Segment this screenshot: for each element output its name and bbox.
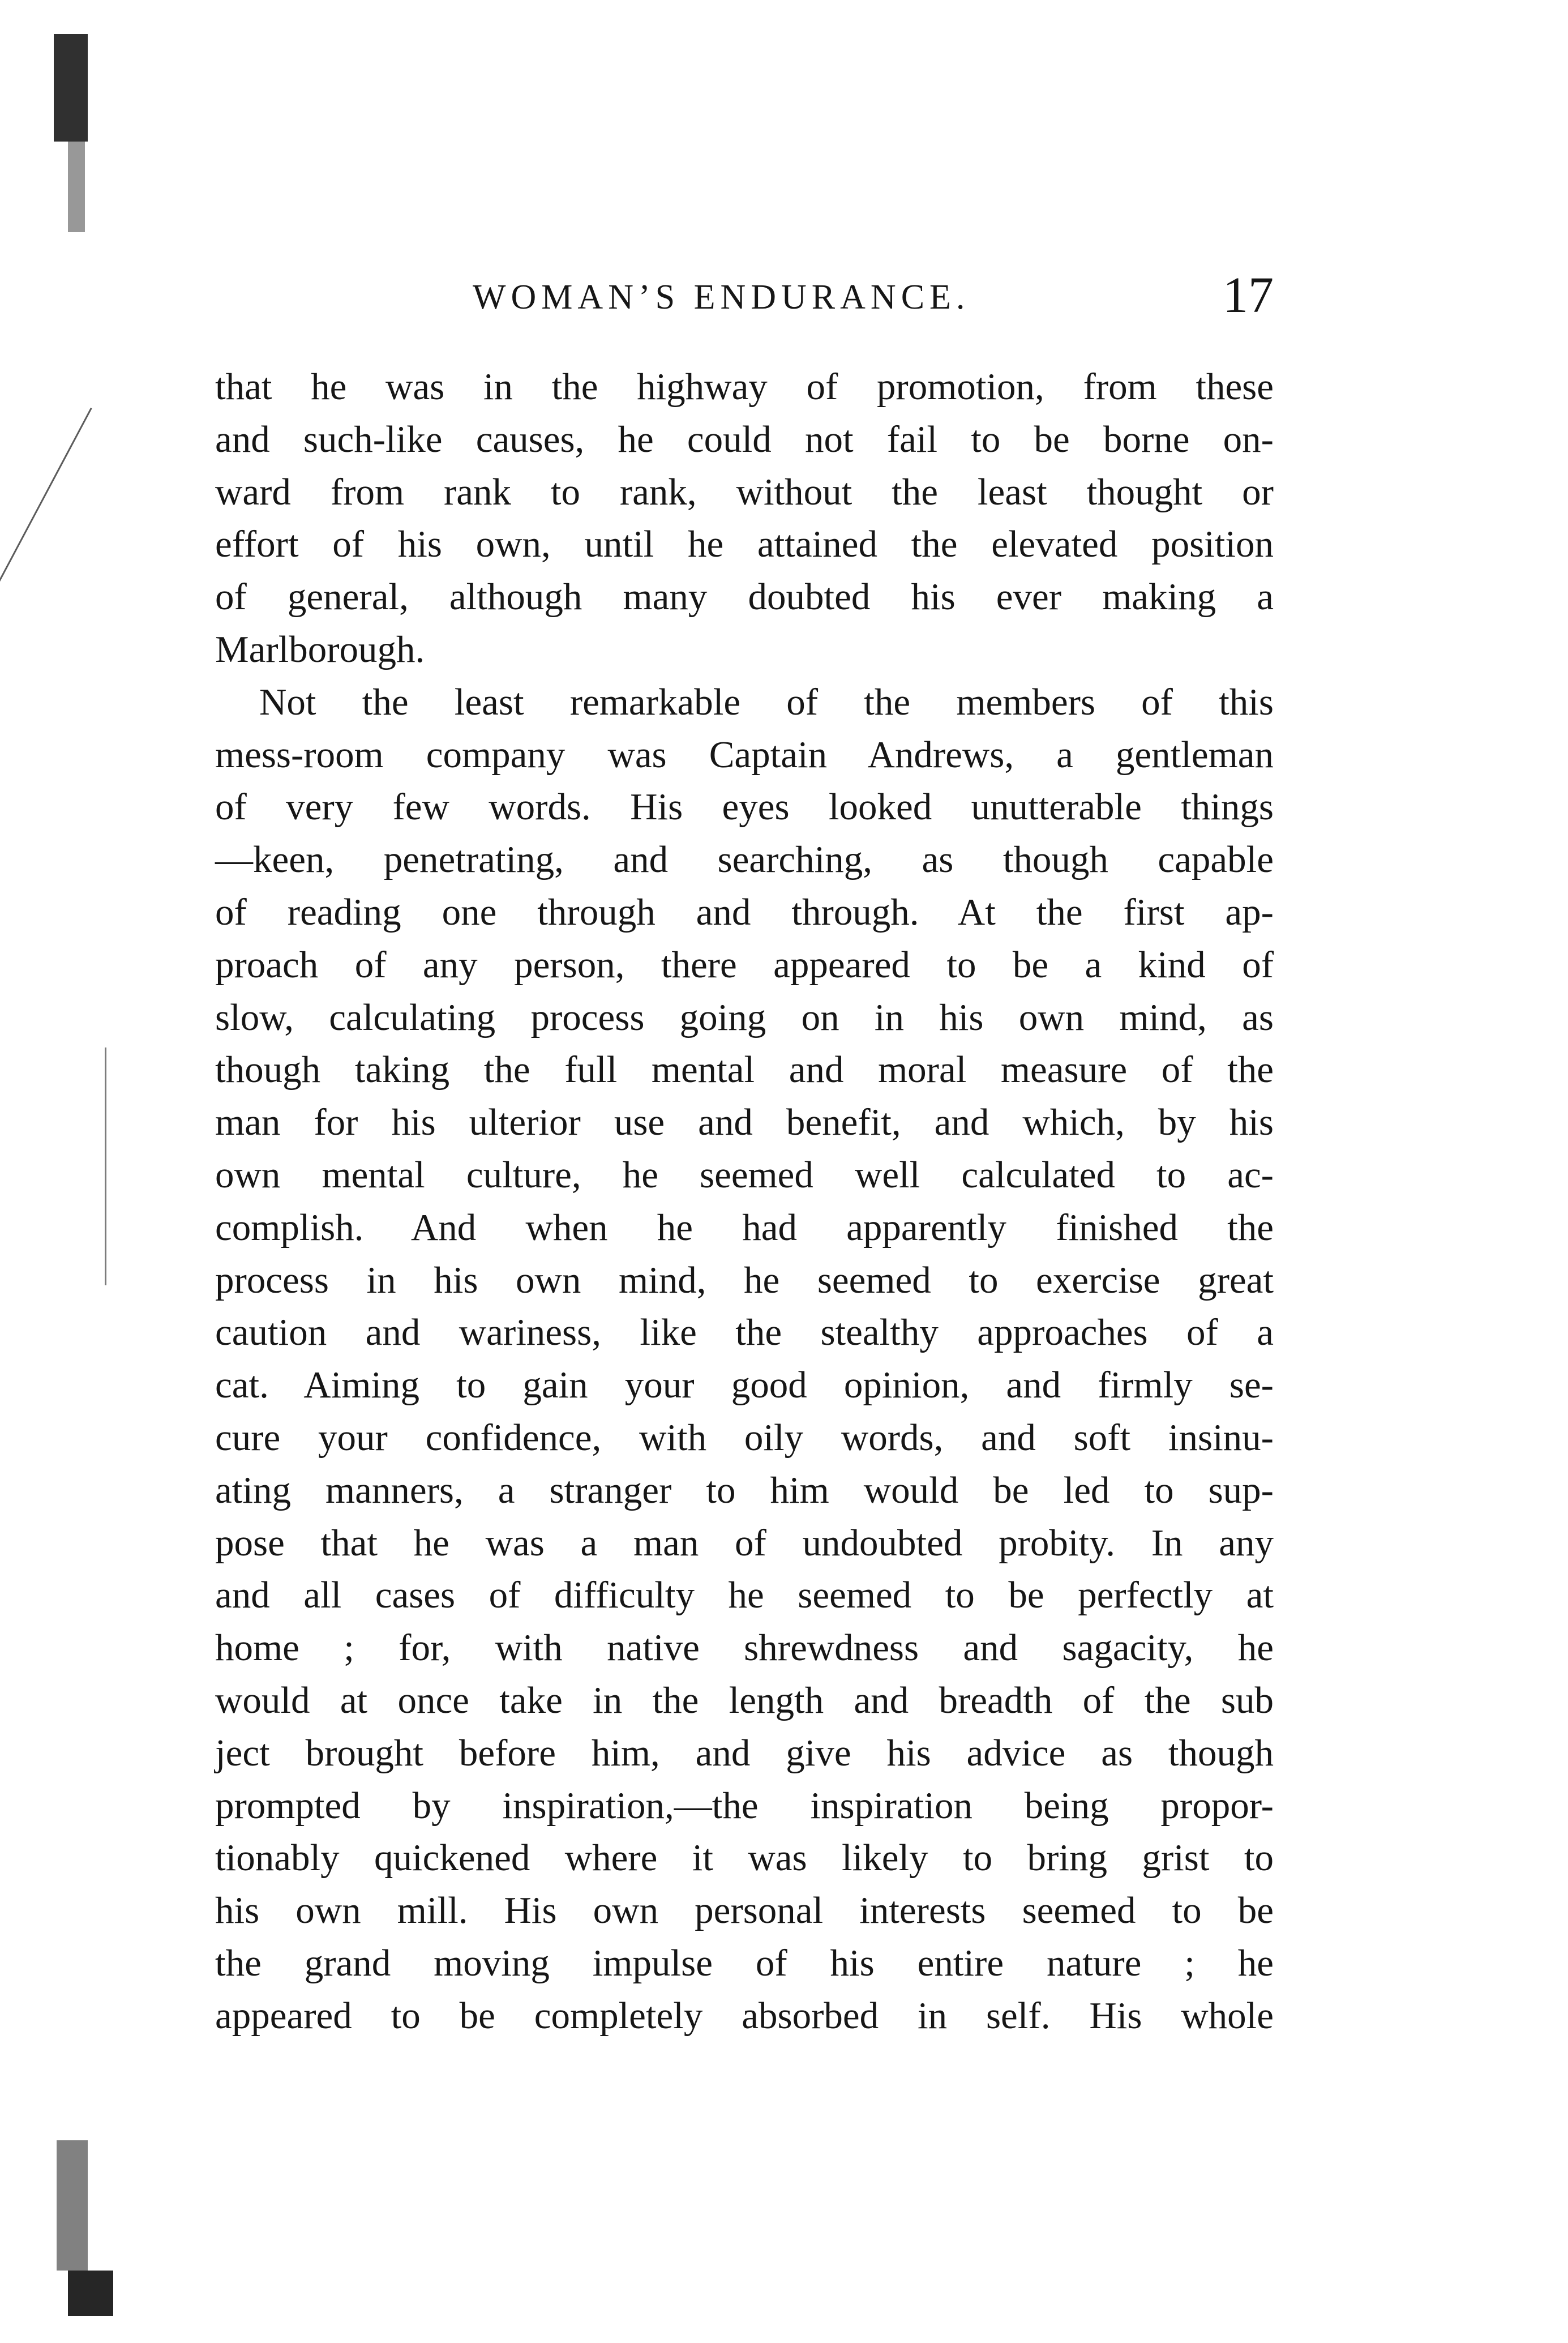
text-line: own mental culture, he seemed well calculated to ac- — [215, 1153, 1274, 1196]
text-line: home ; for, with native shrewdness and sagacity, he — [215, 1627, 1274, 1669]
running-head — [215, 266, 1274, 334]
text-line: Not the least remarkable of the members of this — [259, 681, 1274, 723]
text-line: would at once take in the length and breadth of the sub — [215, 1679, 1274, 1721]
text-line: of very few words. His eyes looked unutterable things — [215, 786, 1274, 828]
text-line: pose that he was a man of undoubted probity. In any — [215, 1521, 1274, 1564]
text-line: cat. Aiming to gain your good opinion, and firmly se- — [215, 1364, 1274, 1406]
text-line: slow, calculating process going on in his own mind, as — [215, 996, 1274, 1038]
paragraph — [215, 361, 1274, 676]
scan-gutter-shadow-top — [54, 34, 88, 142]
text-line: proach of any person, there appeared to be a kind of — [215, 943, 1274, 986]
text-line: process in his own mind, he seemed to exercise great — [215, 1259, 1274, 1301]
pencil-margin-mark — [0, 408, 92, 623]
text-line: though taking the full mental and moral measure of the — [215, 1049, 1274, 1091]
running-title: WOMAN’S ENDURANCE. — [473, 278, 970, 317]
text-line: cure your confidence, with oily words, and soft insinu- — [215, 1416, 1274, 1459]
text-line: ating manners, a stranger to him would be led to sup- — [215, 1469, 1274, 1511]
scan-gutter-shadow-upper — [68, 142, 85, 232]
text-line: appeared to be completely absorbed in self. His whole — [215, 1994, 1274, 2037]
text-line: complish. And when he had apparently finished the — [215, 1206, 1274, 1249]
text-line: mess-room company was Captain Andrews, a gentleman — [215, 733, 1274, 776]
text-line: man for his ulterior use and benefit, and which, by his — [215, 1101, 1274, 1144]
text-line: effort of his own, until he attained the elevated position — [215, 523, 1274, 566]
text-line: and such-like causes, he could not fail to be borne on- — [215, 418, 1274, 460]
text-line: Marlborough. — [215, 628, 425, 670]
text-line: —keen, penetrating, and searching, as though capable — [215, 839, 1274, 881]
text-line: that he was in the highway of promotion, from these — [215, 366, 1274, 408]
text-line: of reading one through and through. At the first ap- — [215, 891, 1274, 933]
text-line: and all cases of difficulty he seemed to be perfectly at — [215, 1574, 1274, 1617]
text-line: prompted by inspiration,—the inspiration being propor- — [215, 1784, 1274, 1827]
text-line: caution and wariness, like the stealthy approaches of a — [215, 1311, 1274, 1354]
text-line: tionably quickened where it was likely to bring grist to — [215, 1837, 1274, 1879]
page-number: 17 — [1223, 267, 1274, 323]
text-line: of general, although many doubted his ever making a — [215, 576, 1274, 618]
margin-scan-line — [105, 1047, 106, 1285]
body-text — [215, 361, 1274, 2042]
scan-gutter-shadow-bottom — [68, 2271, 113, 2316]
text-line: ward from rank to rank, without the least thought or — [215, 471, 1274, 513]
text-line: his own mill. His own personal interests seemed to be — [215, 1889, 1274, 1932]
text-line: the grand moving impulse of his entire nature ; he — [215, 1942, 1274, 1984]
text-line: ject brought before him, and give his advice as though — [215, 1731, 1274, 1774]
paragraph — [215, 676, 1274, 2042]
scan-gutter-shadow-lower — [57, 2140, 88, 2271]
